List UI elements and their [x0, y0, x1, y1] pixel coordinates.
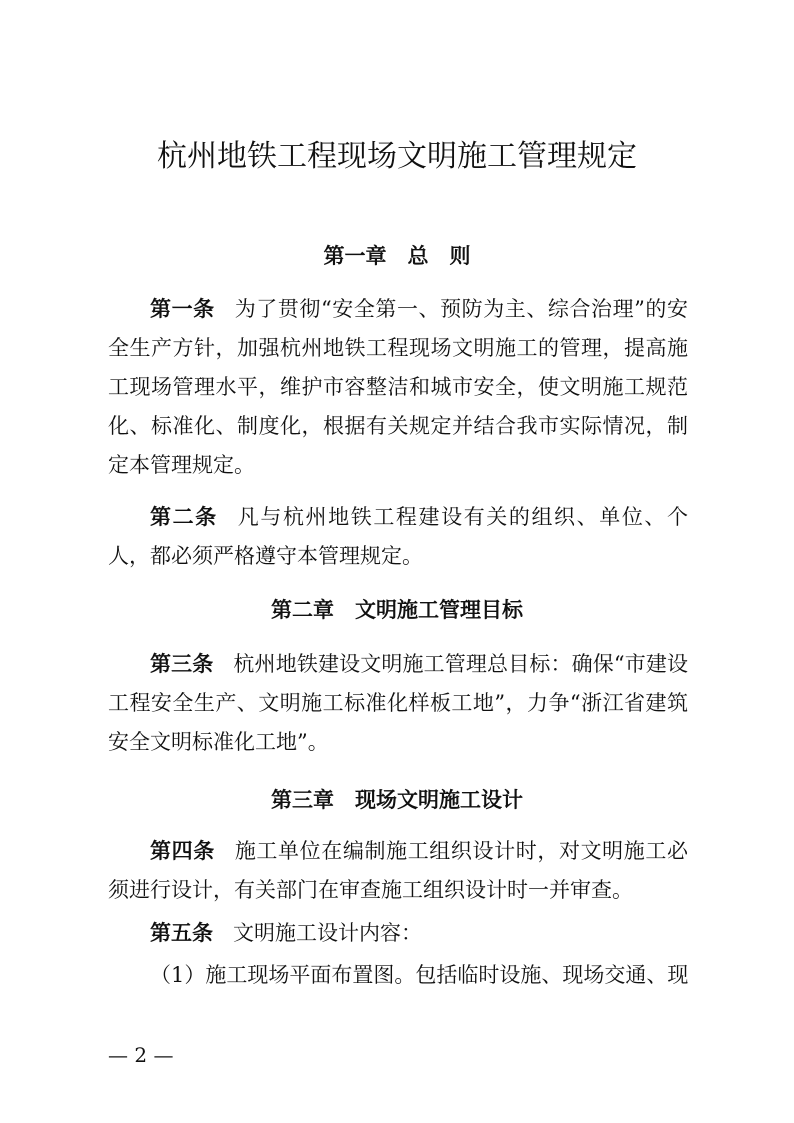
article-3 [108, 645, 688, 762]
article-5 [108, 914, 688, 953]
article-2-number: 第二条 [150, 505, 218, 529]
article-1-text: 为了贯彻“安全第一、预防为主、综合治理”的安全生产方针，加强杭州地铁工程现场文明施工的管理，提高施工现场管理水平，维护市容整洁和城市安全，使文明施工规范化、标准化、制度化，根据有关规定并结合我市实际情况，制定本管理规定。 [108, 297, 688, 477]
article-4-text: 施工单位在编制施工组织设计时，对文明施工必须进行设计，有关部门在审查施工组织设计时一并审查。 [108, 839, 689, 902]
article-3-number: 第三条 [150, 652, 214, 676]
chapter-2-heading: 第二章 文明施工管理目标 [271, 598, 523, 622]
article-2-text: 凡与杭州地铁工程建设有关的组织、单位、个人，都必须严格遵守本管理规定。 [108, 505, 689, 568]
document-title: 杭州地铁工程现场文明施工管理规定 [157, 139, 637, 174]
article-5-text: 文明施工设计内容： [233, 921, 422, 945]
article-1-number: 第一条 [150, 297, 215, 321]
article-4-number: 第四条 [150, 839, 215, 863]
list-item: （1）施工现场平面布置图。包括临时设施、现场交通、现 [150, 963, 689, 987]
chapter-3-heading: 第三章 现场文明施工设计 [271, 788, 523, 812]
article-1 [108, 290, 688, 485]
article-4 [108, 832, 688, 910]
article-3-text: 杭州地铁建设文明施工管理总目标：确保“市建设工程安全生产、文明施工标准化样板工地”，力争“浙江省建筑安全文明标准化工地”。 [108, 652, 689, 754]
page-number: — 2 — [108, 1043, 174, 1067]
chapter-1-heading: 第一章 总 则 [323, 244, 471, 268]
article-5-number: 第五条 [150, 921, 213, 945]
article-2 [108, 498, 688, 576]
